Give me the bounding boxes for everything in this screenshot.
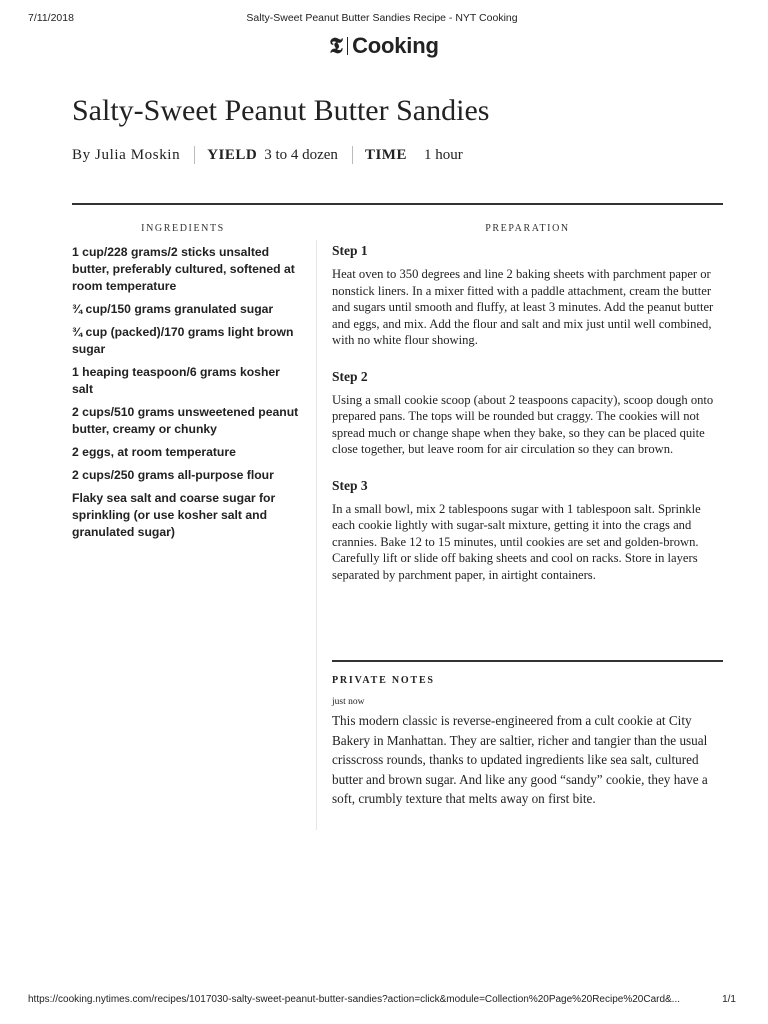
time-label: TIME bbox=[364, 146, 407, 163]
step-title: Step 3 bbox=[332, 477, 368, 493]
preparation-steps bbox=[332, 243, 724, 603]
time-value: 1 hour bbox=[423, 146, 463, 163]
step-title: Step 2 bbox=[332, 368, 368, 384]
ingredient-item: 2 eggs, at room temperature bbox=[72, 445, 236, 459]
private-notes-heading: PRIVATE NOTES bbox=[332, 675, 435, 686]
print-document-title: Salty-Sweet Peanut Butter Sandies Recipe - NYT Cooking bbox=[246, 12, 518, 24]
nyt-cooking-logo[interactable] bbox=[0, 33, 768, 59]
ingredient-item: ¾ cup (packed)/170 grams light brown sugar bbox=[72, 325, 294, 356]
yield-value: 3 to 4 dozen bbox=[264, 146, 338, 163]
step-text: Heat oven to 350 degrees and line 2 baking sheets with parchment paper or nonstick liners. In a mixer fitted with a paddle attachment, cream the butter and sugars until smooth and fluffy, at least 3 minutes. Add the peanut butter and eggs, and mix. Add the flour and salt and mix just until well combined, with no white flour showing. bbox=[332, 267, 714, 347]
notes-timestamp: just now bbox=[332, 697, 365, 707]
recipe-meta bbox=[72, 144, 463, 166]
step bbox=[332, 243, 724, 349]
ingredient-item: 1 cup/228 grams/2 sticks unsalted butter, preferably cultured, softened at room temperature bbox=[72, 245, 295, 293]
logo-divider bbox=[347, 37, 349, 55]
private-note-text[interactable]: This modern classic is reverse-engineered from a cult cookie at City Bakery in Manhattan. They are saltier, richer and tangier than the usual crisscross rounds, thanks to updated ingredients like sea salt, cultured butter and brown sugar. And like any good “sandy” cookie, they have a soft, crumbly texture that melts away on first bite. bbox=[332, 713, 708, 806]
ingredient-item: 2 cups/250 grams all-purpose flour bbox=[72, 468, 274, 482]
print-url: https://cooking.nytimes.com/recipes/1017030-salty-sweet-peanut-butter-sandies?action=click&module=Collection%20Page%20Recipe%20Card&... bbox=[28, 994, 681, 1005]
nyt-t-logo-icon: 𝕿 bbox=[329, 33, 343, 59]
ingredient-item: 2 cups/510 grams unsweetened peanut butter, creamy or chunky bbox=[72, 405, 299, 436]
step-text: Using a small cookie scoop (about 2 teaspoons capacity), scoop dough onto prepared pans. The tops will be rounded but craggy. The cookies will not spread much or change shape when they bake, so they can be placed quite close together, but leave room for air circulation so they can brown. bbox=[332, 392, 714, 456]
step-title: Step 1 bbox=[332, 243, 368, 258]
print-date: 7/11/2018 bbox=[28, 12, 74, 24]
print-header bbox=[28, 12, 736, 28]
ingredients-heading: INGREDIENTS bbox=[141, 223, 225, 234]
meta-divider bbox=[194, 146, 195, 164]
page-number: 1/1 bbox=[722, 994, 736, 1005]
preparation-heading: PREPARATION bbox=[485, 223, 570, 234]
column-divider bbox=[316, 240, 317, 830]
ingredient-item: Flaky sea salt and coarse sugar for sprinkling (or use kosher salt and granulated sugar) bbox=[72, 491, 276, 539]
notes-rule bbox=[332, 660, 723, 662]
ingredient-item: 1 heaping teaspoon/6 grams kosher salt bbox=[72, 365, 280, 396]
step-text: In a small bowl, mix 2 tablespoons sugar with 1 tablespoon salt. Sprinkle each cookie lightly with sugar-salt mixture, getting it into the crags and crannies. Bake 12 to 15 minutes, until cookies are set and golden-brown. Carefully lift or slide off baking sheets and cool on racks. Store in layers separated by parchment paper, in airtight containers. bbox=[332, 501, 701, 582]
print-footer bbox=[28, 994, 736, 1008]
brand-name: Cooking bbox=[352, 33, 439, 58]
recipe-title: Salty-Sweet Peanut Butter Sandies bbox=[72, 94, 490, 127]
recipe-byline[interactable]: By Julia Moskin bbox=[72, 146, 181, 163]
step bbox=[332, 478, 724, 584]
ingredient-item: ¾ cup/150 grams granulated sugar bbox=[72, 302, 274, 316]
yield-label: YIELD bbox=[207, 146, 258, 163]
ingredients-list bbox=[72, 244, 304, 547]
section-rule bbox=[72, 203, 723, 205]
meta-divider bbox=[352, 146, 353, 164]
step bbox=[332, 369, 724, 458]
